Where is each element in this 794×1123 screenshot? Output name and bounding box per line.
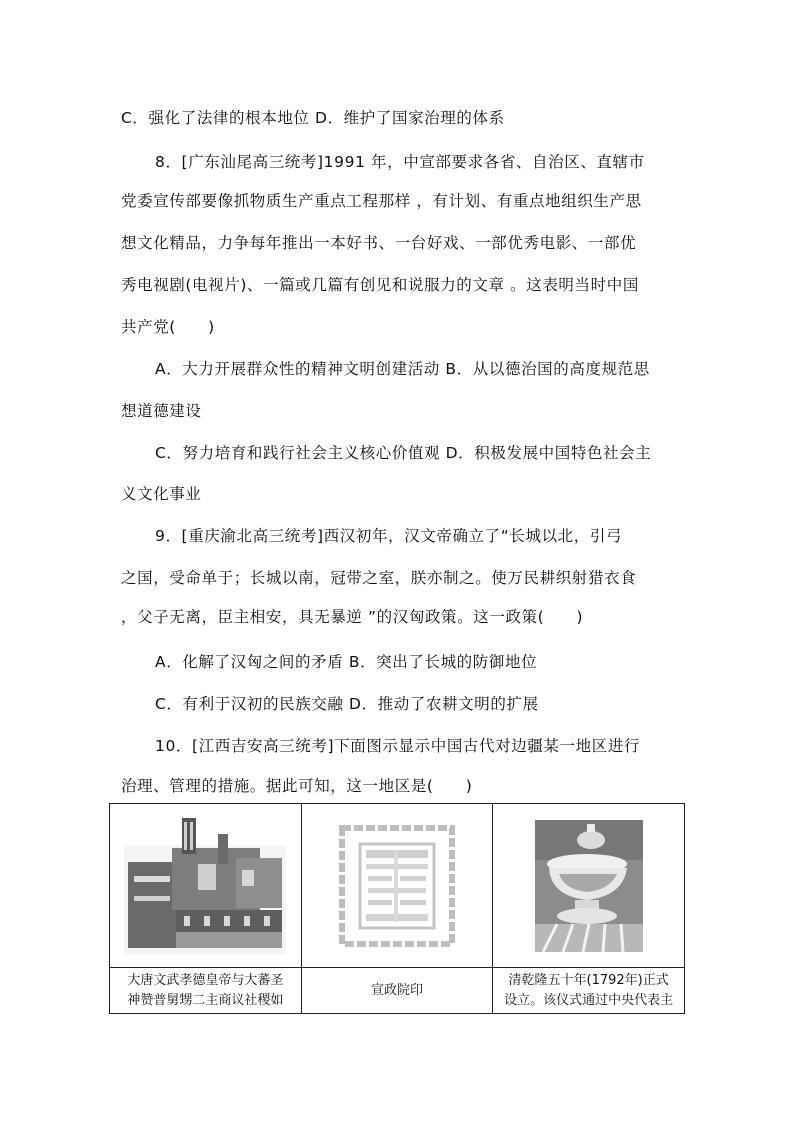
caption-3-line-2: 设立。该仪式通过中央代表主 bbox=[504, 992, 674, 1008]
question-9-option-a-b: A．化解了汉匈之间的矛盾 B．突出了长城的防御地位 bbox=[155, 653, 538, 671]
caption-1-line-1: 大唐文武孝德皇帝与大蕃圣 bbox=[127, 972, 284, 988]
question-8-line-3: 想文化精品，力争每年推出一本好书、一台好戏、一部优秀电影、一部优 bbox=[121, 234, 637, 252]
figure-image-row bbox=[110, 804, 685, 968]
option-c-d-line: C．强化了法律的根本地位 D．维护了国家治理的体系 bbox=[121, 109, 505, 127]
question-8-line-1: 8．[广东汕尾高三统考]1991 年，中宣部要求各省、自治区、直辖市 bbox=[155, 153, 645, 171]
figure-table bbox=[109, 803, 685, 1014]
question-8-option-c-d: C．努力培育和践行社会主义核心价值观 D．积极发展中国特色社会主 bbox=[155, 444, 652, 462]
figure-cell-1 bbox=[110, 804, 302, 968]
figure-caption-row bbox=[110, 968, 685, 1014]
figure-cell-3 bbox=[493, 804, 685, 968]
question-8-option-b-cont: 想道德建设 bbox=[121, 402, 202, 420]
question-9-line-1: 9．[重庆渝北高三统考]西汉初年，汉文帝确立了“长城以北，引弓 bbox=[155, 527, 623, 545]
seal-image bbox=[338, 824, 456, 948]
golden-urn-image bbox=[535, 820, 643, 952]
caption-2 bbox=[301, 968, 493, 1014]
figure-cell-2 bbox=[301, 804, 493, 968]
question-10-line-2: 治理、管理的措施。据此可知，这一地区是( ) bbox=[121, 777, 473, 795]
question-8-option-d-cont: 义文化事业 bbox=[121, 485, 202, 503]
tibetan-building-image bbox=[124, 818, 286, 954]
question-8-line-4: 秀电视剧(电视片)、一篇或几篇有创见和说服力的文章 。这表明当时中国 bbox=[121, 276, 639, 294]
question-10-line-1: 10．[江西吉安高三统考]下面图示显示中国古代对边疆某一地区进行 bbox=[155, 737, 641, 755]
question-9-line-2: 之国，受命单于；长城以南，冠带之室，朕亦制之。使万民耕织射猎衣食 bbox=[121, 569, 637, 587]
question-9-option-c-d: C．有利于汉初的民族交融 D．推动了农耕文明的扩展 bbox=[155, 695, 539, 713]
caption-2-line-1: 宣政院印 bbox=[370, 982, 423, 998]
caption-3 bbox=[493, 968, 685, 1014]
caption-3-line-1: 清乾隆五十年(1792年)正式 bbox=[508, 972, 669, 988]
question-8-line-5: 共产党( ) bbox=[121, 318, 215, 336]
question-9-line-3: ，父子无离，臣主相安，具无暴逆 ”的汉匈政策。这一政策( ) bbox=[121, 608, 584, 626]
question-8-option-a-b: A．大力开展群众性的精神文明创建活动 B．从以德治国的高度规范思 bbox=[155, 360, 650, 378]
question-8-line-2: 党委宣传部要像抓物质生产重点工程那样 ，有计划、有重点地组织生产思 bbox=[121, 192, 642, 210]
caption-1 bbox=[110, 968, 302, 1014]
caption-1-line-2: 神赞普舅甥二主商议社稷如 bbox=[127, 992, 284, 1008]
